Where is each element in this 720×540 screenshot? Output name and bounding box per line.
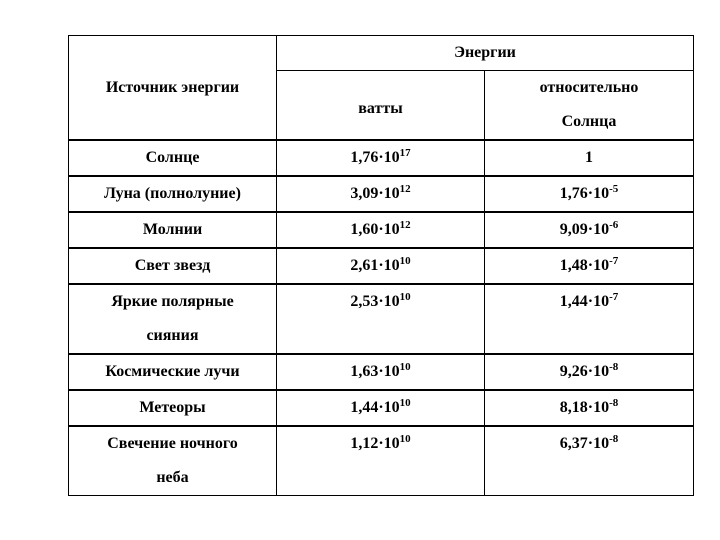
cell-relative	[485, 354, 694, 390]
relative-exponent: -6	[609, 219, 619, 231]
source-line2: сияния	[146, 327, 199, 344]
relative-mantissa: 1,44·10	[559, 293, 610, 310]
source-line2: неба	[156, 469, 189, 486]
cell-relative	[485, 140, 694, 176]
table-row	[69, 390, 694, 426]
header-relative-line1: относительно	[539, 79, 639, 96]
cell-relative	[485, 426, 694, 496]
watts-mantissa: 1,63·10	[350, 363, 400, 380]
watts-exponent: 12	[399, 219, 411, 231]
cell-relative	[485, 390, 694, 426]
cell-watts	[277, 354, 485, 390]
cell-watts	[277, 212, 485, 248]
relative-mantissa: 1,48·10	[559, 257, 610, 274]
relative-exponent: -8	[609, 433, 619, 445]
header-relative	[485, 71, 694, 141]
header-source: Источник энергии	[69, 36, 277, 141]
relative-exponent: -7	[609, 291, 619, 303]
cell-watts	[277, 426, 485, 496]
cell-watts	[277, 140, 485, 176]
watts-exponent: 17	[399, 147, 411, 159]
table-row	[69, 284, 694, 354]
table-row	[69, 426, 694, 496]
watts-mantissa: 2,61·10	[350, 257, 400, 274]
table-row	[69, 176, 694, 212]
relative-mantissa: 8,18·10	[559, 399, 610, 416]
watts-mantissa: 3,09·10	[350, 185, 400, 202]
watts-exponent: 10	[399, 255, 411, 267]
relative-mantissa: 6,37·10	[559, 435, 610, 452]
cell-watts	[277, 284, 485, 354]
relative-mantissa: 1	[585, 149, 593, 166]
table-row	[69, 354, 694, 390]
cell-relative	[485, 284, 694, 354]
cell-source: Свет звезд	[69, 248, 277, 284]
cell-relative	[485, 248, 694, 284]
watts-mantissa: 1,76·10	[350, 149, 400, 166]
header-energies: Энергии	[277, 36, 694, 71]
cell-watts	[277, 390, 485, 426]
relative-exponent: -8	[609, 397, 619, 409]
cell-source: Космические лучи	[69, 354, 277, 390]
cell-relative	[485, 176, 694, 212]
relative-exponent: -8	[609, 361, 619, 373]
watts-exponent: 10	[399, 397, 411, 409]
cell-source: Луна (полнолуние)	[69, 176, 277, 212]
cell-watts	[277, 248, 485, 284]
watts-exponent: 10	[399, 361, 411, 373]
cell-source: Солнце	[69, 140, 277, 176]
relative-mantissa: 9,09·10	[559, 221, 610, 238]
header-relative-line2: Солнца	[561, 113, 617, 130]
watts-exponent: 10	[399, 291, 411, 303]
relative-mantissa: 9,26·10	[559, 363, 610, 380]
source-line1: Свечение ночного	[107, 435, 238, 452]
watts-mantissa: 2,53·10	[350, 293, 400, 310]
watts-exponent: 10	[399, 433, 411, 445]
cell-source: Метеоры	[69, 390, 277, 426]
relative-exponent: -7	[609, 255, 619, 267]
watts-mantissa: 1,44·10	[350, 399, 400, 416]
watts-mantissa: 1,12·10	[350, 435, 400, 452]
header-watts-label: ватты	[358, 100, 403, 117]
watts-exponent: 12	[399, 183, 411, 195]
table-row	[69, 248, 694, 284]
energy-sources-table	[68, 35, 694, 496]
table-row	[69, 212, 694, 248]
cell-source	[69, 284, 277, 354]
source-line1: Яркие полярные	[111, 293, 234, 310]
cell-source	[69, 426, 277, 496]
cell-relative	[485, 212, 694, 248]
watts-mantissa: 1,60·10	[350, 221, 400, 238]
header-watts	[277, 71, 485, 141]
table-row	[69, 140, 694, 176]
cell-source: Молнии	[69, 212, 277, 248]
relative-exponent: -5	[609, 183, 619, 195]
relative-mantissa: 1,76·10	[559, 185, 610, 202]
cell-watts	[277, 176, 485, 212]
